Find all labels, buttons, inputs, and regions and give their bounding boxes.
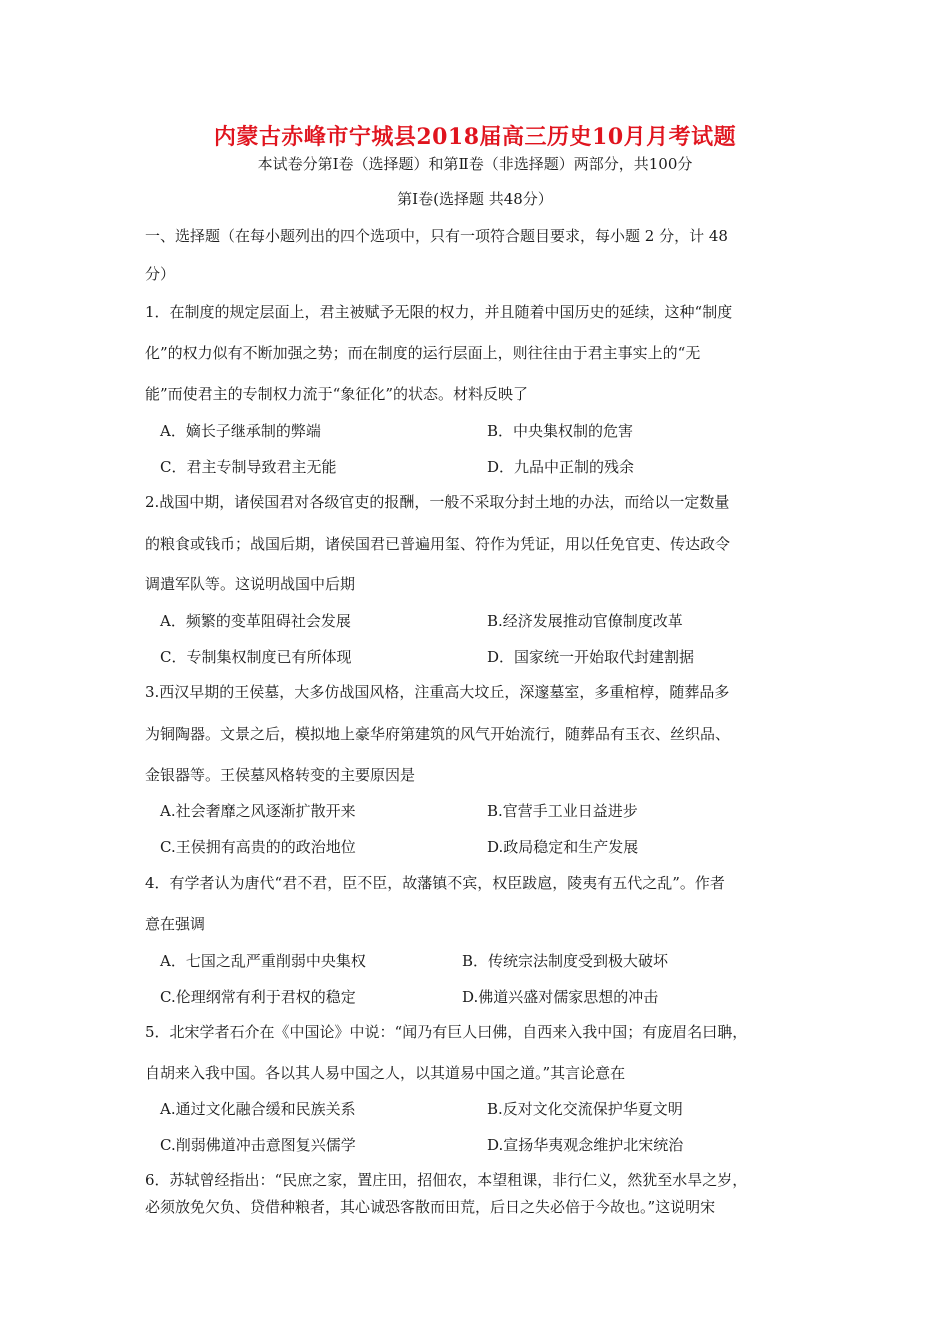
q2-option-a: A．频繁的变革阻碍社会发展 xyxy=(160,612,351,630)
exam-intro: 本试卷分第Ⅰ卷（选择题）和第Ⅱ卷（非选择题）两部分，共100分 xyxy=(257,155,693,173)
q5-option-b: B.反对文化交流保护华夏文明 xyxy=(487,1100,683,1118)
part-one-heading: 第Ⅰ卷(选择题 共48分） xyxy=(397,190,553,208)
q1-option-b: B．中央集权制的危害 xyxy=(487,422,634,440)
q1-stem-line-1: 1．在制度的规定层面上，君主被赋予无限的权力，并且随着中国历史的延续，这种“制度 xyxy=(145,303,733,321)
q5-stem-line-1: 5．北宋学者石介在《中国论》中说：“闻乃有巨人曰佛，自西来入我中国；有庞眉名曰聃， xyxy=(145,1023,748,1041)
q4-option-c: C.伦理纲常有利于君权的稳定 xyxy=(160,988,356,1006)
q2-stem-line-2: 的粮食或钱币；战国后期，诸侯国君已普遍用玺、符作为凭证，用以任免官吏、传达政令 xyxy=(145,535,731,553)
q6-stem-line-2: 必须放免欠负、贷借种粮者，其心诚恐客散而田荒，后日之失必倍于今故也。”这说明宋 xyxy=(145,1198,716,1216)
q2-option-b: B.经济发展推动官僚制度改革 xyxy=(487,612,683,630)
q4-option-b: B．传统宗法制度受到极大破坏 xyxy=(462,952,669,970)
section-instructions-line-1: 一、选择题（在每小题列出的四个选项中，只有一项符合题目要求，每小题 2 分，计 48 xyxy=(145,227,728,245)
exam-title: 内蒙古赤峰市宁城县2018届高三历史10月月考试题 xyxy=(213,124,737,150)
q3-stem-line-1: 3.西汉早期的王侯墓，大多仿战国风格，注重高大坟丘，深邃墓室，多重棺椁，随葬品多 xyxy=(145,683,730,701)
q3-stem-line-3: 金银器等。王侯墓风格转变的主要原因是 xyxy=(145,766,416,784)
q4-option-d: D.佛道兴盛对儒家思想的冲击 xyxy=(462,988,659,1006)
q1-option-a: A．嫡长子继承制的弊端 xyxy=(160,422,321,440)
q2-option-d: D．国家统一开始取代封建割据 xyxy=(487,648,695,666)
section-instructions-line-2: 分） xyxy=(145,265,176,283)
q4-option-a: A．七国之乱严重削弱中央集权 xyxy=(160,952,366,970)
q3-option-a: A.社会奢靡之风逐渐扩散开来 xyxy=(160,802,356,820)
q5-option-d: D.宣扬华夷观念维护北宋统治 xyxy=(487,1136,684,1154)
q3-option-b: B.官营手工业日益进步 xyxy=(487,802,638,820)
q5-option-a: A.通过文化融合缓和民族关系 xyxy=(160,1100,356,1118)
q6-stem-line-1: 6．苏轼曾经指出：“民庶之家，置庄田，招佃农，本望租课，非行仁义，然犹至水旱之岁， xyxy=(145,1171,748,1189)
q1-stem-line-2: 化”的权力似有不断加强之势；而在制度的运行层面上，则往往由于君主事实上的“无 xyxy=(145,344,701,362)
q4-stem-line-2: 意在强调 xyxy=(145,915,206,933)
q4-stem-line-1: 4．有学者认为唐代“君不君，臣不臣，故藩镇不宾，权臣跋扈，陵夷有五代之乱”。作者 xyxy=(145,874,725,892)
q2-stem-line-1: 2.战国中期，诸侯国君对各级官吏的报酬，一般不采取分封土地的办法，而给以一定数量 xyxy=(145,493,730,511)
q5-option-c: C.削弱佛道冲击意图复兴儒学 xyxy=(160,1136,356,1154)
q2-option-c: C．专制集权制度已有所体现 xyxy=(160,648,352,666)
q1-stem-line-3: 能”而使君主的专制权力流于“象征化”的状态。材料反映了 xyxy=(145,385,529,403)
q1-option-c: C．君主专制导致君主无能 xyxy=(160,458,337,476)
q1-option-d: D．九品中正制的残余 xyxy=(487,458,635,476)
q5-stem-line-2: 自胡来入我中国。各以其人易中国之人，以其道易中国之道。”其言论意在 xyxy=(145,1064,626,1082)
q3-option-c: C.王侯拥有高贵的的政治地位 xyxy=(160,838,356,856)
q3-stem-line-2: 为铜陶器。文景之后，模拟地上豪华府第建筑的风气开始流行，随葬品有玉衣、丝织品、 xyxy=(145,725,731,743)
q3-option-d: D.政局稳定和生产发展 xyxy=(487,838,639,856)
q2-stem-line-3: 调遣军队等。这说明战国中后期 xyxy=(145,575,356,593)
